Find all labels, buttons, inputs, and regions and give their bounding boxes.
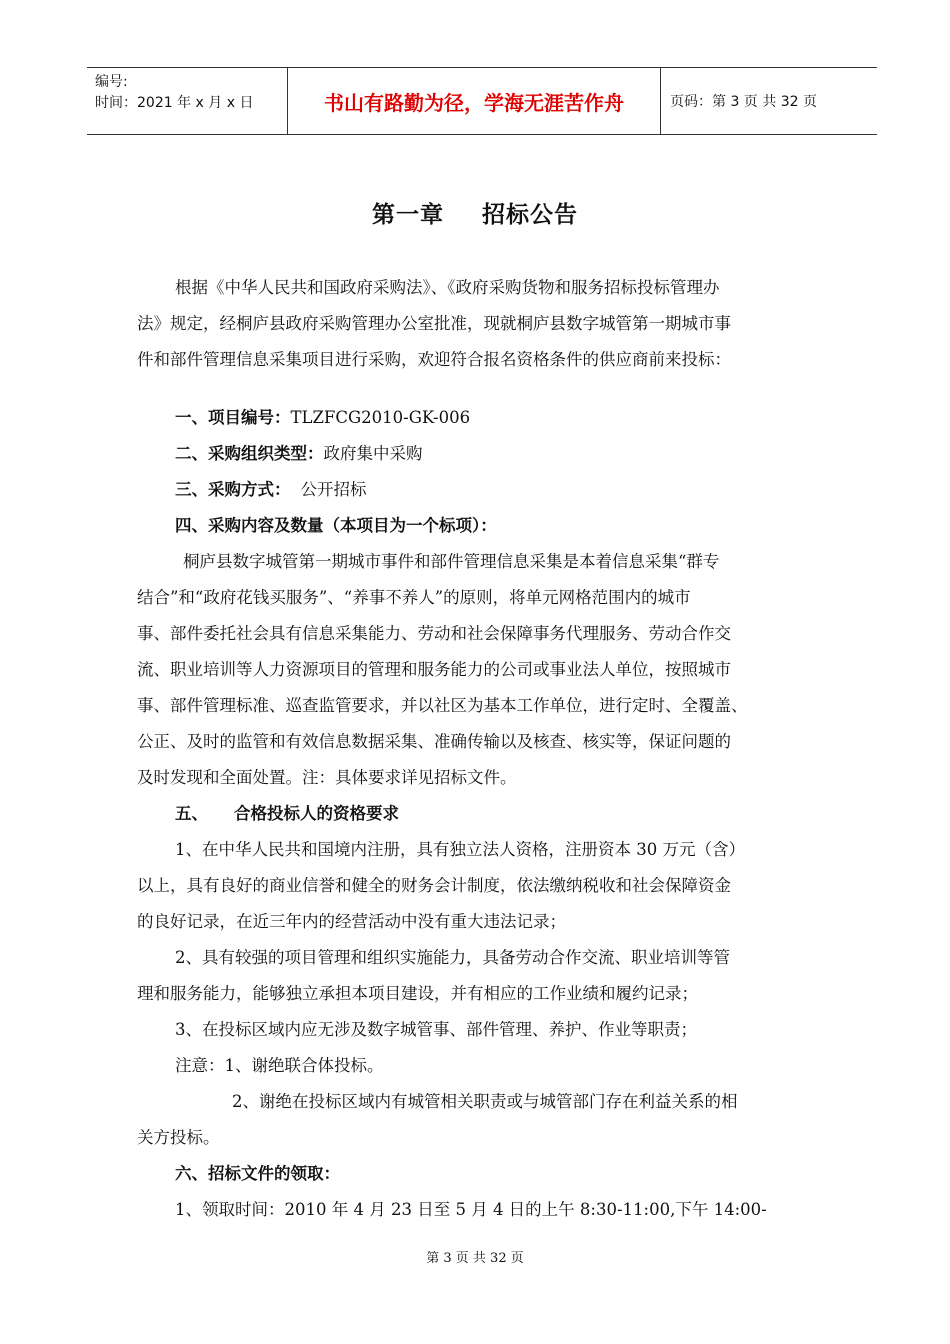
page-footer: 第 3 页 共 32 页 xyxy=(426,1251,524,1266)
intro-line: 法》规定，经桐庐县政府采购管理办公室批准，现就桐庐县数字城管第一期城市事 xyxy=(137,314,731,333)
content-line: 公正、及时的监管和有效信息数据采集、准确传输以及核查、核实等，保证问题的 xyxy=(137,732,731,751)
requirement-line: 以上，具有良好的商业信誉和健全的财务会计制度，依法缴纳税收和社会保障资金 xyxy=(137,876,731,895)
note-line: 2、谢绝在投标区域内有城管相关职责或与城管部门存在利益关系的相 xyxy=(232,1092,738,1111)
note-line: 注意：1、谢绝联合体投标。 xyxy=(175,1056,384,1075)
procurement-method-label: 三、采购方式： xyxy=(175,480,291,499)
org-type-label: 二、采购组织类型： xyxy=(175,444,324,463)
number-label: 编号: xyxy=(95,74,128,90)
chapter-name: 招标公告 xyxy=(482,202,578,228)
section-4-heading: 四、采购内容及数量（本项目为一个标项）： xyxy=(175,516,497,535)
requirement-line: 1、在中华人民共和国境内注册，具有独立法人资格，注册资本 30 万元（含） xyxy=(175,840,745,859)
project-number-value: TLZFCG2010-GK-006 xyxy=(290,408,471,427)
header-slogan: 书山有路勤为径，学海无涯苦作舟 xyxy=(287,68,661,134)
requirement-line: 的良好记录，在近三年内的经营活动中没有重大违法记录； xyxy=(137,912,566,931)
procurement-method xyxy=(137,472,829,508)
org-type xyxy=(137,436,829,472)
content-line: 桐庐县数字城管第一期城市事件和部件管理信息采集是本着信息采集“群专 xyxy=(183,552,720,571)
page-header xyxy=(87,67,877,135)
content-line: 事、部件管理标准、巡查监管要求，并以社区为基本工作单位，进行定时、全覆盖、 xyxy=(137,696,748,715)
page-title xyxy=(0,196,950,229)
content-line: 及时发现和全面处置。注：具体要求详见招标文件。 xyxy=(137,768,517,787)
note-line: 关方投标。 xyxy=(137,1128,220,1147)
section-5-title: 合格投标人的资格要求 xyxy=(234,804,399,823)
requirement-line: 2、具有较强的项目管理和组织实施能力，具备劳动合作交流、职业培训等管 xyxy=(175,948,730,967)
collection-time-line: 1、领取时间：2010 年 4 月 23 日至 5 月 4 日的上午 8:30-11:00,下午 14:00- xyxy=(175,1200,767,1219)
project-number-label: 一、项目编号： xyxy=(175,408,291,427)
procurement-method-value: 公开招标 xyxy=(300,480,367,499)
intro-line: 件和部件管理信息采集项目进行采购，欢迎符合报名资格条件的供应商前来投标： xyxy=(137,350,731,369)
content-line: 流、职业培训等人力资源项目的管理和服务能力的公司或事业法人单位，按照城市 xyxy=(137,660,731,679)
section-5-heading xyxy=(137,796,829,832)
section-6-heading: 六、招标文件的领取： xyxy=(175,1164,340,1183)
time-label: 时间：2021 年 x 月 x 日 xyxy=(95,95,254,111)
intro-line: 根据《中华人民共和国政府采购法》、《政府采购货物和服务招标投标管理办 xyxy=(175,278,720,297)
content-line: 结合”和“政府花钱买服务”、“养事不养人”的原则，将单元网格范围内的城市 xyxy=(137,588,691,607)
content-line: 事、部件委托社会具有信息采集能力、劳动和社会保障事务代理服务、劳动合作交 xyxy=(137,624,731,643)
chapter-number: 第一章 xyxy=(372,202,444,228)
requirement-line: 3、在投标区域内应无涉及数字城管事、部件管理、养护、作业等职责； xyxy=(175,1020,697,1039)
org-type-value: 政府集中采购 xyxy=(323,444,423,463)
header-page-number: 页码：第 3 页 共 32 页 xyxy=(670,94,817,110)
project-number xyxy=(137,400,829,436)
section-5-number: 五、 xyxy=(175,804,208,823)
header-meta xyxy=(87,68,287,134)
document-body xyxy=(137,270,829,1228)
requirement-line: 理和服务能力，能够独立承担本项目建设，并有相应的工作业绩和履约记录； xyxy=(137,984,698,1003)
